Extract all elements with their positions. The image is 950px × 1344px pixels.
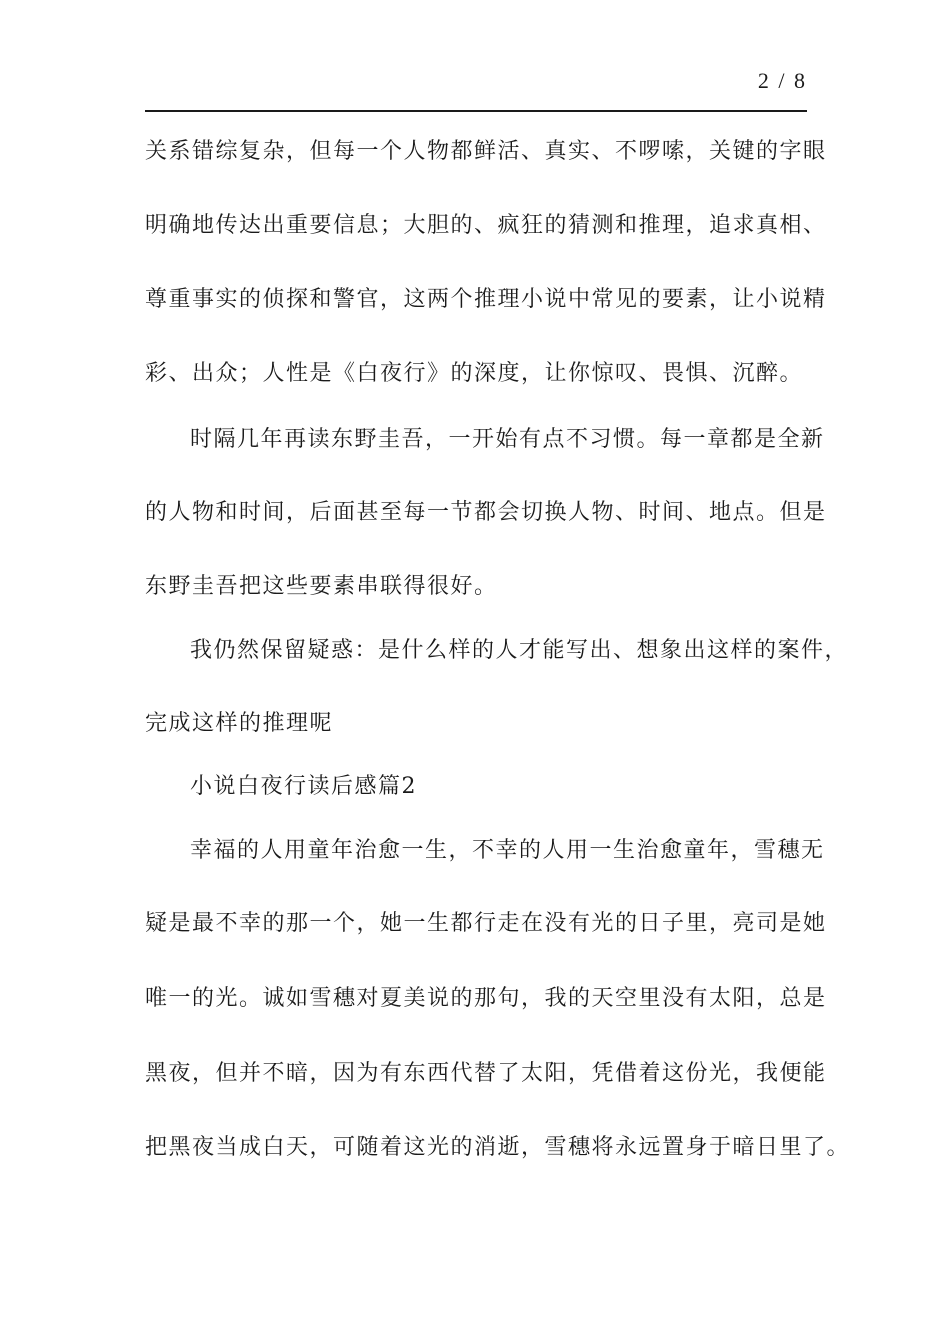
body-line: 明确地传达出重要信息；大胆的、疯狂的猜测和推理，追求真相、 xyxy=(145,213,827,238)
body-line: 疑是最不幸的那一个，她一生都行走在没有光的日子里，亮司是她 xyxy=(145,911,827,936)
body-line: 关系错综复杂，但每一个人物都鲜活、真实、不啰嗦，关键的字眼 xyxy=(145,139,827,164)
page-number: 2 / 8 xyxy=(757,68,807,93)
body-line: 的人物和时间，后面甚至每一节都会切换人物、时间、地点。但是 xyxy=(145,500,827,525)
body-line: 唯一的光。诚如雪穗对夏美说的那句，我的天空里没有太阳，总是 xyxy=(145,986,827,1011)
paragraph-start-line: 我仍然保留疑惑：是什么样的人才能写出、想象出这样的案件， xyxy=(190,638,849,663)
body-line: 彩、出众；人性是《白夜行》的深度，让你惊叹、畏惧、沉醉。 xyxy=(145,361,804,386)
body-line: 尊重事实的侦探和警官，这两个推理小说中常见的要素，让小说精 xyxy=(145,287,827,312)
section-heading: 小说白夜行读后感篇2 xyxy=(190,774,417,799)
body-line: 东野圭吾把这些要素串联得很好。 xyxy=(145,574,498,599)
body-line: 完成这样的推理呢 xyxy=(145,711,334,736)
paragraph-start-line: 时隔几年再读东野圭吾，一开始有点不习惯。每一章都是全新 xyxy=(190,427,825,452)
header-rule xyxy=(145,110,807,112)
paragraph-start-line: 幸福的人用童年治愈一生，不幸的人用一生治愈童年，雪穗无 xyxy=(190,838,825,863)
body-line: 黑夜，但并不暗，因为有东西代替了太阳，凭借着这份光，我便能 xyxy=(145,1061,827,1086)
body-line: 把黑夜当成白天，可随着这光的消逝，雪穗将永远置身于暗日里了。 xyxy=(145,1135,851,1160)
